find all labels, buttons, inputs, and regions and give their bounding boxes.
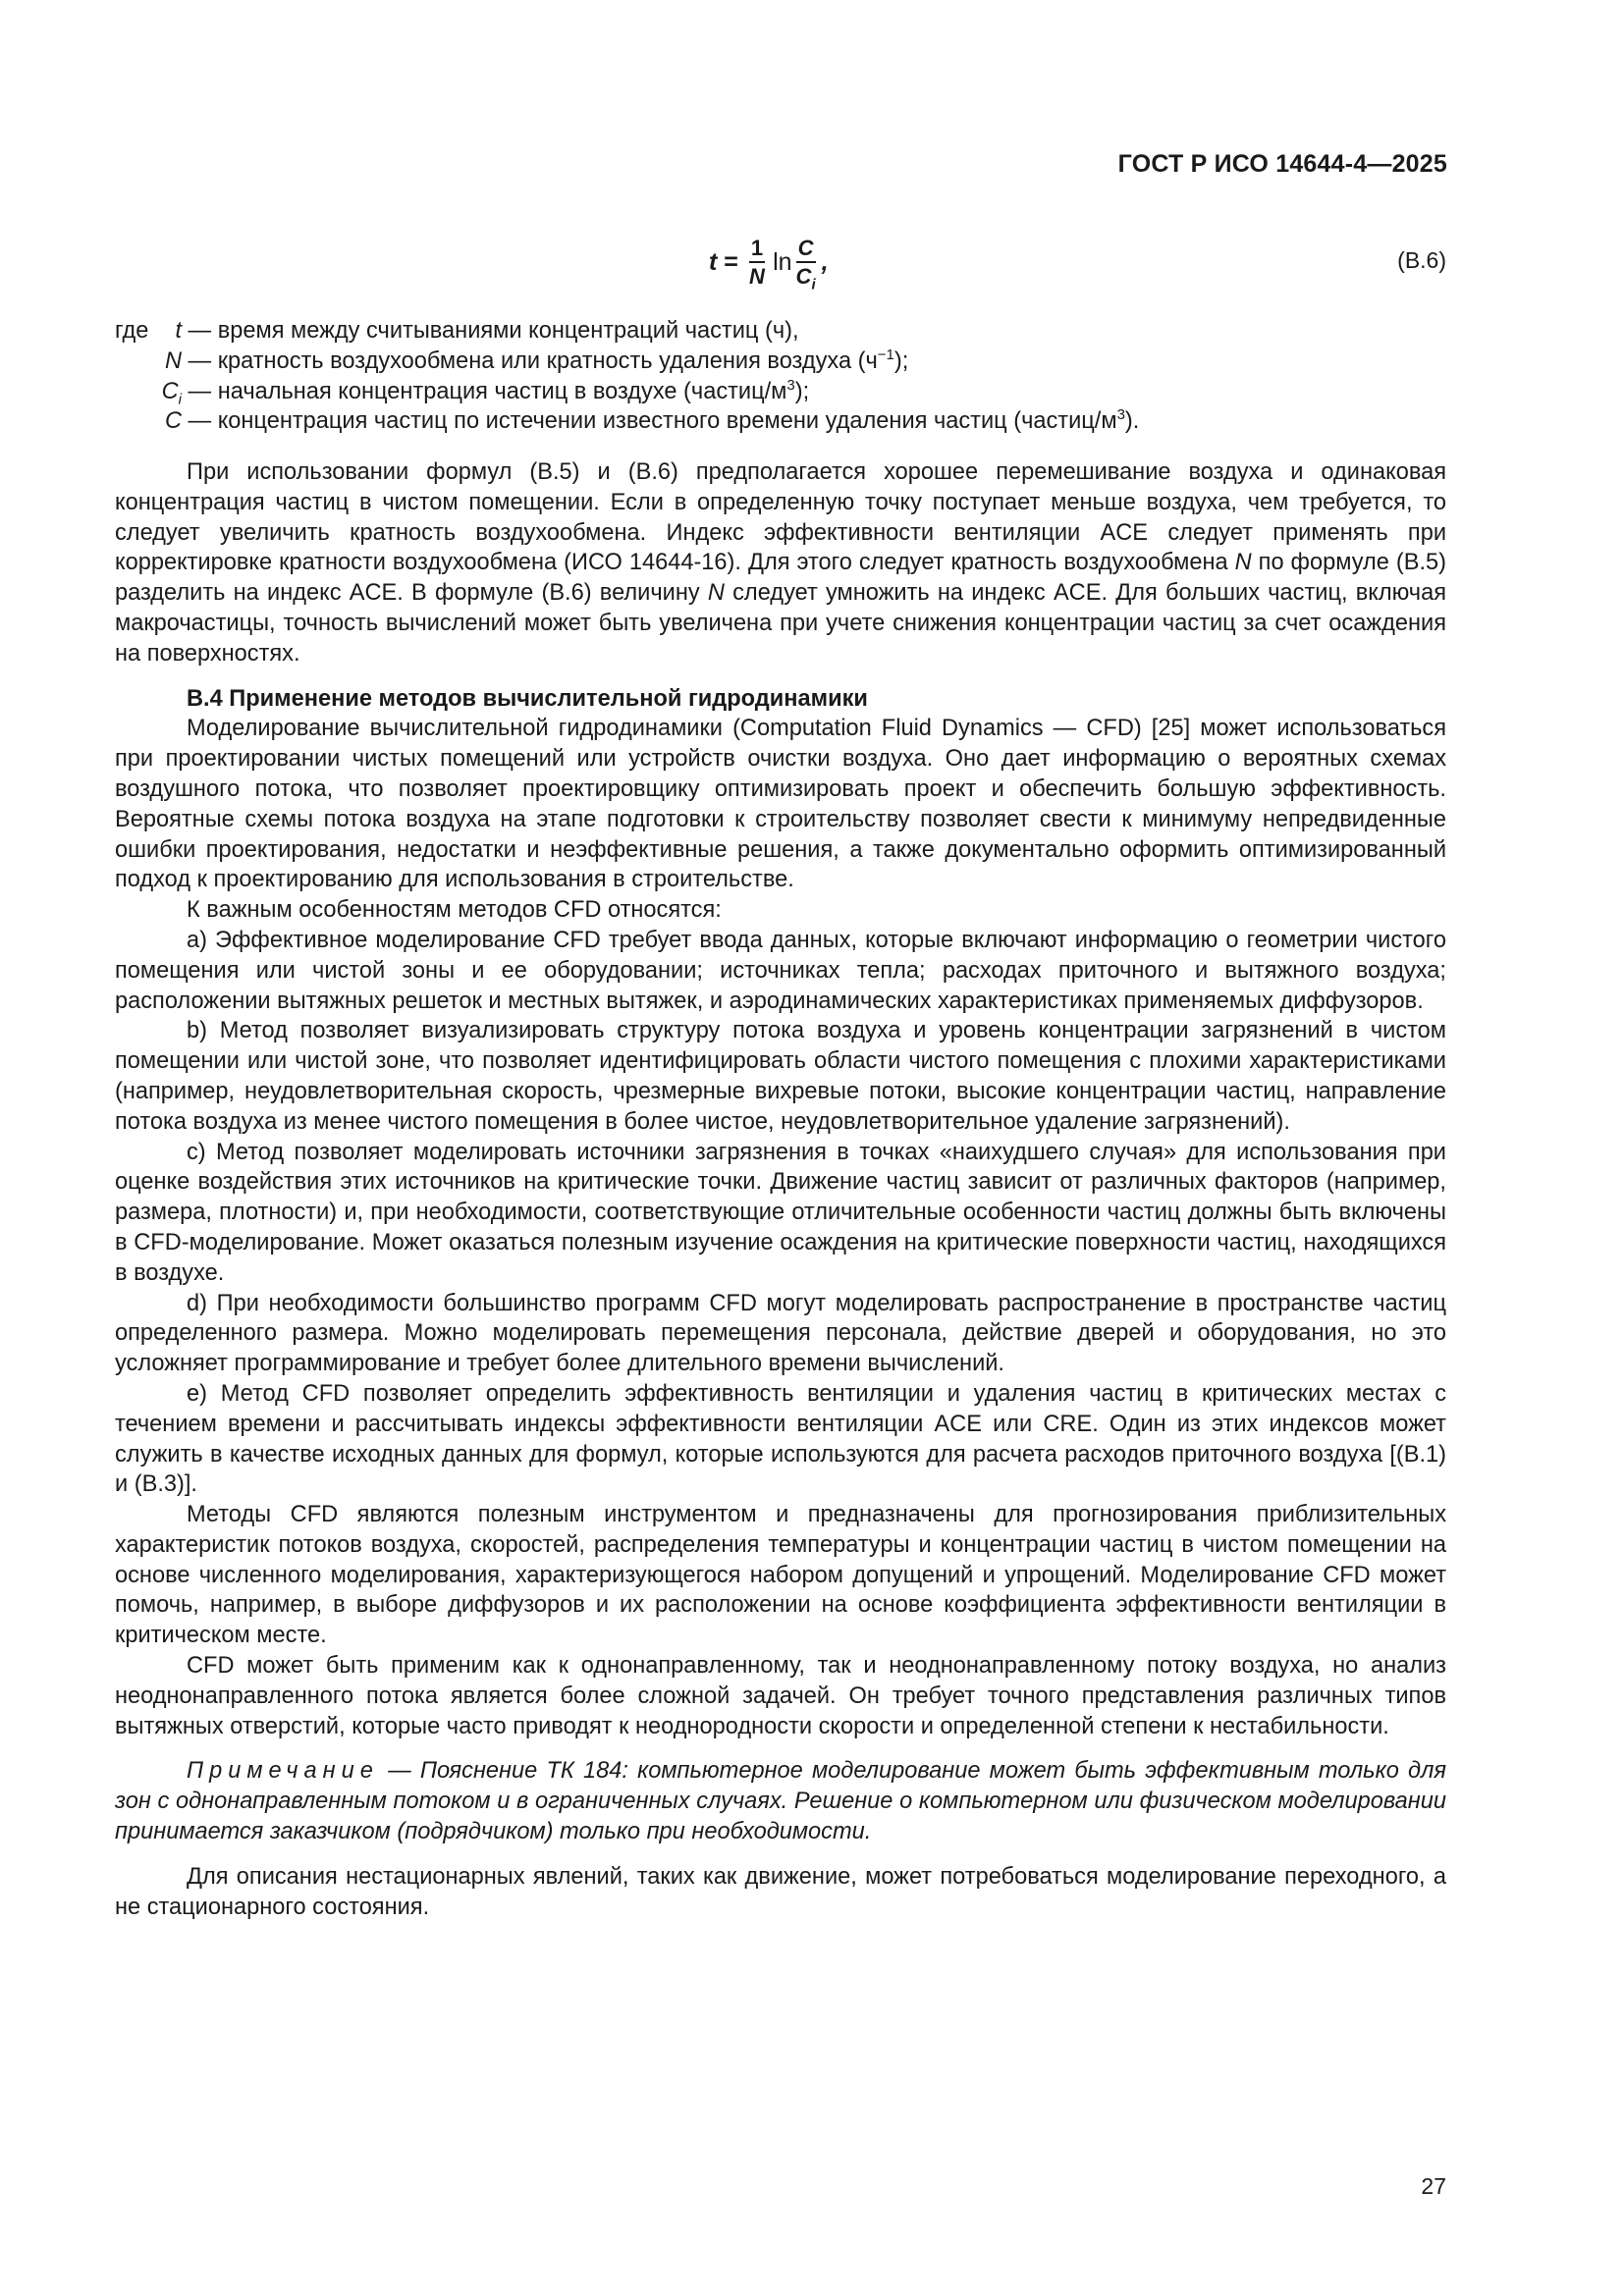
where-label: где xyxy=(115,318,149,344)
fraction-2-denominator-sub: i xyxy=(811,275,816,293)
section-heading: B.4 Применение методов вычислительной гидродинамики xyxy=(187,685,868,712)
list-item-d: d) При необходимости большинство программ CFD могут моделировать распространение в пространстве частиц определенного размера. Можно моделировать перемещения персонала, действие дверей и оборудования, но это усложняет программирование и требует более длительного времени вычислений. xyxy=(115,1290,1446,1377)
paragraph-transient: Для описания нестационарных явлений, таких как движение, может потребоваться моделирование переходного, а не стационарного состояния. xyxy=(115,1863,1446,1920)
list-item-e: e) Метод CFD позволяет определить эффективность вентиляции и удаления частиц в критических местах с течением времени и рассчитывать индексы эффективности вентиляции ACE или CRE. Один из этих индексов может служить в качестве исходных данных для формул, которые используются для расчета расходов приточного воздуха [(B.1) и (B.3)]. xyxy=(115,1380,1446,1498)
formula-comma: , xyxy=(821,247,829,276)
definition-row xyxy=(115,406,1139,437)
definition-row xyxy=(115,347,1139,377)
definition-text: — кратность воздухообмена или кратность удаления воздуха (ч xyxy=(182,347,878,374)
list-item-b: b) Метод позволяет визуализировать структуру потока воздуха и уровень концентрации загрязнений в чистом помещении или чистой зоне, что позволяет идентифицировать области чистого помещения с плохими характеристиками (например, неудовлетворительная скорость, чрезмерные вихревые потоки, высокие концентрации частиц, направление потока воздуха из менее чистого помещения в более чистое, неудовлетворительное удаление загрязнений). xyxy=(115,1018,1446,1135)
fraction-2-denominator-base: C xyxy=(795,263,812,289)
definition-superscript: 3 xyxy=(786,376,795,394)
formula-b6 xyxy=(0,228,1624,296)
definition-text-end: ); xyxy=(794,378,810,404)
document-header: ГОСТ Р ИСО 14644-4—2025 xyxy=(1117,150,1447,178)
note xyxy=(115,1756,1446,1846)
definition-symbol: t xyxy=(175,318,182,344)
definition-symbol: $C_i$ xyxy=(161,378,182,408)
formula-fraction-2 xyxy=(795,235,816,293)
formula-equals: = xyxy=(717,247,745,276)
definition-symbol: C xyxy=(164,408,182,435)
paragraph-cfd-intro: Моделирование вычислительной гидродинамики (Computation Fluid Dynamics — CFD) [25] может использоваться при проектировании чистых помещений или устройств очистки воздуха. Оно дает информацию о вероятных схемах воздушного потока, что позволяет проектировщику оптимизировать проект и обеспечить большую эффективность. Вероятные схемы потока воздуха на этапе подготовки к строительству позволяет свести к минимуму непредвиденные ошибки проектирования, недостатки и неэффективные решения, а также документально оформить оптимизированный подход к проектированию для использования в строительстве. xyxy=(115,716,1446,893)
paragraph-cfd-flow: CFD может быть применим как к однонаправленному, так и неоднонаправленному потоку воздуха, но анализ неоднонаправленного потока является более сложной задачей. Он требует точного представления различных типов вытяжных отверстий, которые часто приводят к неоднородности скорости и определенной степени к нестабильности. xyxy=(115,1653,1446,1739)
paragraph-features-intro: К важным особенностям методов CFD относятся: xyxy=(187,897,722,924)
body-text xyxy=(115,457,1446,1922)
fraction-1-denominator: N xyxy=(749,263,765,289)
note-text: — Пояснение ТК 184: компьютерное моделирование может быть эффективным только для зон с однонаправленным потоком и в ограниченных случаях. Решение о компьютерном или физическом моделировании принимается заказчиком (подрядчиком) только при необходимости. xyxy=(115,1758,1446,1845)
fraction-2-numerator: C xyxy=(796,238,816,263)
definition-text: — концентрация частиц по истечении известного времени удаления частиц (частиц/м xyxy=(182,408,1117,435)
list-item-a: a) Эффективное моделирование CFD требует ввода данных, которые включают информацию о геометрии чистого помещения или чистой зоны и ее оборудовании; источниках тепла; расходах приточного и вытяжного воздуха; расположении вытяжных решеток и местных вытяжек, и аэродинамических характеристиках применяемых диффузоров. xyxy=(115,927,1446,1014)
formula-expression xyxy=(709,228,829,296)
definition-superscript: −1 xyxy=(877,346,894,363)
definition-text-end: ); xyxy=(893,347,909,374)
definition-row xyxy=(115,316,1139,347)
note-label: Примечание xyxy=(187,1758,379,1785)
page-number: 27 xyxy=(1421,2173,1446,2199)
list-item-c: c) Метод позволяет моделировать источники загрязнения в точках «наихудшего случая» для использования при оценке воздействия этих источников на критические точки. Движение частиц зависит от различных факторов (например, размера, плотности) и, при необходимости, соответствующие отличительные особенности частиц должны быть включены в CFD-моделирование. Может оказаться полезным изучение осаждения на критические поверхности частиц, находящихся в воздухе. xyxy=(115,1139,1446,1286)
formula-lhs: t xyxy=(709,247,718,276)
definition-text: — начальная концентрация частиц в воздухе (частиц/м xyxy=(182,378,787,404)
formula-fraction-1 xyxy=(749,235,765,289)
equation-number: (B.6) xyxy=(1397,247,1446,273)
definition-symbol: N xyxy=(164,347,182,374)
paragraph-mixing: При использовании формул (B.5) и (B.6) предполагается хорошее перемешивание воздуха и одинаковая концентрация частиц в чистом помещении. Если в определенную точку поступает меньше воздуха, чем требуется, то следует увеличить кратность воздухообмена. Индекс эффективности вентиляции ACE следует применять при корректировке кратности воздухообмена (ИСО 14644-16). Для этого следует кратность воздухообмена N по формуле (B.5) разделить на индекс ACE. В формуле (B.6) величину N следует умножить на индекс ACE. Для больших частиц, включая макрочастицы, точность вычислений может быть увеличена при учете снижения концентрации частиц за счет осаждения на поверхностях. xyxy=(115,459,1446,667)
variable-definitions xyxy=(115,316,1139,437)
definition-text-end: ). xyxy=(1124,408,1140,435)
definition-text: — время между считываниями концентраций частиц (ч), xyxy=(182,318,799,344)
definition-row xyxy=(115,377,1139,407)
paragraph-cfd-methods: Методы CFD являются полезным инструментом и предназначены для прогнозирования приблизительных характеристик потоков воздуха, скоростей, распределения температуры и концентрации частиц в чистом помещении на основе численного моделирования, характеризующегося набором допущений и упрощений. Моделирование CFD может помочь, например, в выборе диффузоров и их расположении на основе коэффициента эффективности вентиляции в критическом месте. xyxy=(115,1502,1446,1649)
fraction-2-denominator xyxy=(795,263,816,293)
formula-ln: ln xyxy=(773,247,792,276)
fraction-1-numerator: 1 xyxy=(749,238,765,263)
definition-superscript: 3 xyxy=(1116,406,1125,424)
